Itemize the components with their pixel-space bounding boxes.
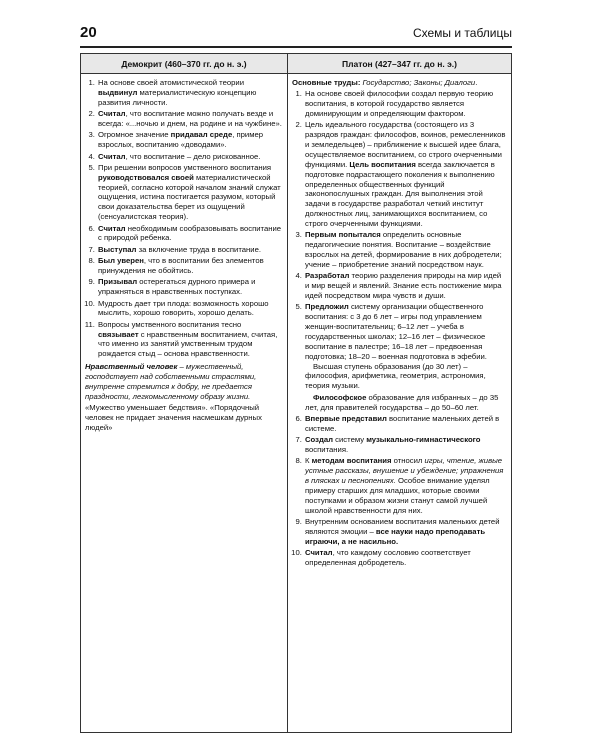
democritus-list <box>85 78 283 359</box>
list-item: 8. Был уверен, что в воспитании без элементов принуждения не обойтись. <box>97 256 283 276</box>
list-item: 4. Считал, что воспитание – дело рискованное. <box>97 152 283 162</box>
quotes-paragraph: «Мужество уменьшает бедствия». «Порядочный человек не придает значения насмешкам дурных людей» <box>85 403 262 432</box>
page-header <box>80 24 512 48</box>
list-item: 3. Первым попытался определить основные педагогические понятия. Воспитание – воздействие взрослых на детей, формирование в них добродетели; учение – приобретение знаний посредством наук. <box>304 230 507 269</box>
philosophical-education-paragraph: Философское образование для избранных – до 35 лет, для правителей государства – до 50–60 лет. <box>305 392 499 412</box>
header-democritus: Демокрит (460–370 гг. до н. э.) <box>81 54 288 74</box>
comparison-table <box>80 53 512 733</box>
plato-list <box>292 89 507 567</box>
plato-column <box>288 74 511 732</box>
list-item: 5. Предложил систему организации общественного воспитания: с 3 до 6 лет – игры под управлением женщин-воспитательниц; 6–12 лет – учеба в государственных школах; 12–16 лет – физическое воспитание в палестре; 16–18 лет – предвоенная подготовка; 18–20 – военная подготовка в эфебии. Высшая ступень образования (до 30 лет) – философия, арифметика, геометрия, астрономия, теория музыки. Философское образование для избранных – до 35 лет, для правителей государства – до 50–60 лет. <box>304 302 507 412</box>
section-title: Схемы и таблицы <box>412 26 512 40</box>
list-item: 2. Считал, что воспитание можно получать везде и всегда: «...ночью и днем, на родине и на чужбине». <box>97 109 283 129</box>
list-item: 5. При решении вопросов умственного воспитания руководствовался своей материалистической теорией, согласно которой началом знаний служат ощущения, истина постигается разумом, который свои доказательства берет из ощущений (сенсуалистская теория). <box>97 163 283 222</box>
list-item: 1. На основе своей атомистической теории выдвинул материалистическую концепцию развития личности. <box>97 78 283 108</box>
list-item: 10. Считал, что каждому сословию соответствует определенная добродетель. <box>304 548 507 568</box>
list-item: 9. Внутренним основанием воспитания маленьких детей являются эмоции – все науки надо преподавать играючи, а не насильно. <box>304 517 507 547</box>
header-plato: Платон (427–347 гг. до н. э.) <box>288 54 511 74</box>
main-works: Основные труды: Государство; Законы; Диалоги. <box>292 78 478 87</box>
list-item: 11. Вопросы умственного воспитания тесно связывает с нравственным воспитанием, считая, что именно из занятий умственным трудом рождается стыд – основа нравственности. <box>97 320 283 359</box>
moral-person-paragraph: Нравственный человек – мужественный, господствует над собственными страстями, внутренне стремится к добру, не предается праздности, легкомысленному образу жизни. <box>85 362 257 401</box>
list-item: 3. Огромное значение придавал среде, пример взрослых, воспитанию «доводами». <box>97 130 283 150</box>
list-item: 7. Выступал за включение труда в воспитание. <box>97 245 283 255</box>
list-item: 1. На основе своей философии создал первую теорию воспитания, в которой государство является доминирующим и определяющим фактором. <box>304 89 507 119</box>
higher-education-paragraph: Высшая ступень образования (до 30 лет) – философия, арифметика, геометрия, астрономия, теория музыки. <box>305 361 486 391</box>
list-item: 8. К методам воспитания относил игры, чтение, живые устные рассказы, внушение и убеждение; упражнения в плясках и песнопениях. Особое внимание уделял примеру старших для младших, которые своими поступками и образом жизни станут самой лучшей школой нравственности для них. <box>304 456 507 515</box>
list-item: 7. Создал систему музыкально-гимнастического воспитания. <box>304 435 507 455</box>
list-item: 9. Призывал остерегаться дурного примера и упражняться в нравственных поступках. <box>97 277 283 297</box>
list-item: 4. Разработал теорию разделения природы на мир идей и мир вещей и явлений. Знание есть постижение мира идей посредством мира чувств и души. <box>304 271 507 301</box>
page-number: 20 <box>80 24 97 41</box>
list-item: 6. Считал необходимым сообразовывать воспитание с природой ребенка. <box>97 224 283 244</box>
democritus-column <box>81 74 288 732</box>
list-item: 6. Впервые представил воспитание маленьких детей в системе. <box>304 414 507 434</box>
list-item: 10. Мудрость дает три плода: возможность хорошо мыслить, хорошо говорить, хорошо делать. <box>97 299 283 319</box>
list-item: 2. Цель идеального государства (состоящего из 3 разрядов граждан: философов, воинов, ремесленников и земледельцев) – приближение к высшей идее блага, осуществляемое воспитанием, со строго очерченными функциями. Цель воспитания всегда заключается в подготовке подрастающего поколения к выполнению определенных общественных функций законопослушных граждан. Для выполнения этой задачи в государстве разработал четкий институт должностных лиц, занимающихся воспитанием, со строго очерченными функциями. <box>304 120 507 228</box>
